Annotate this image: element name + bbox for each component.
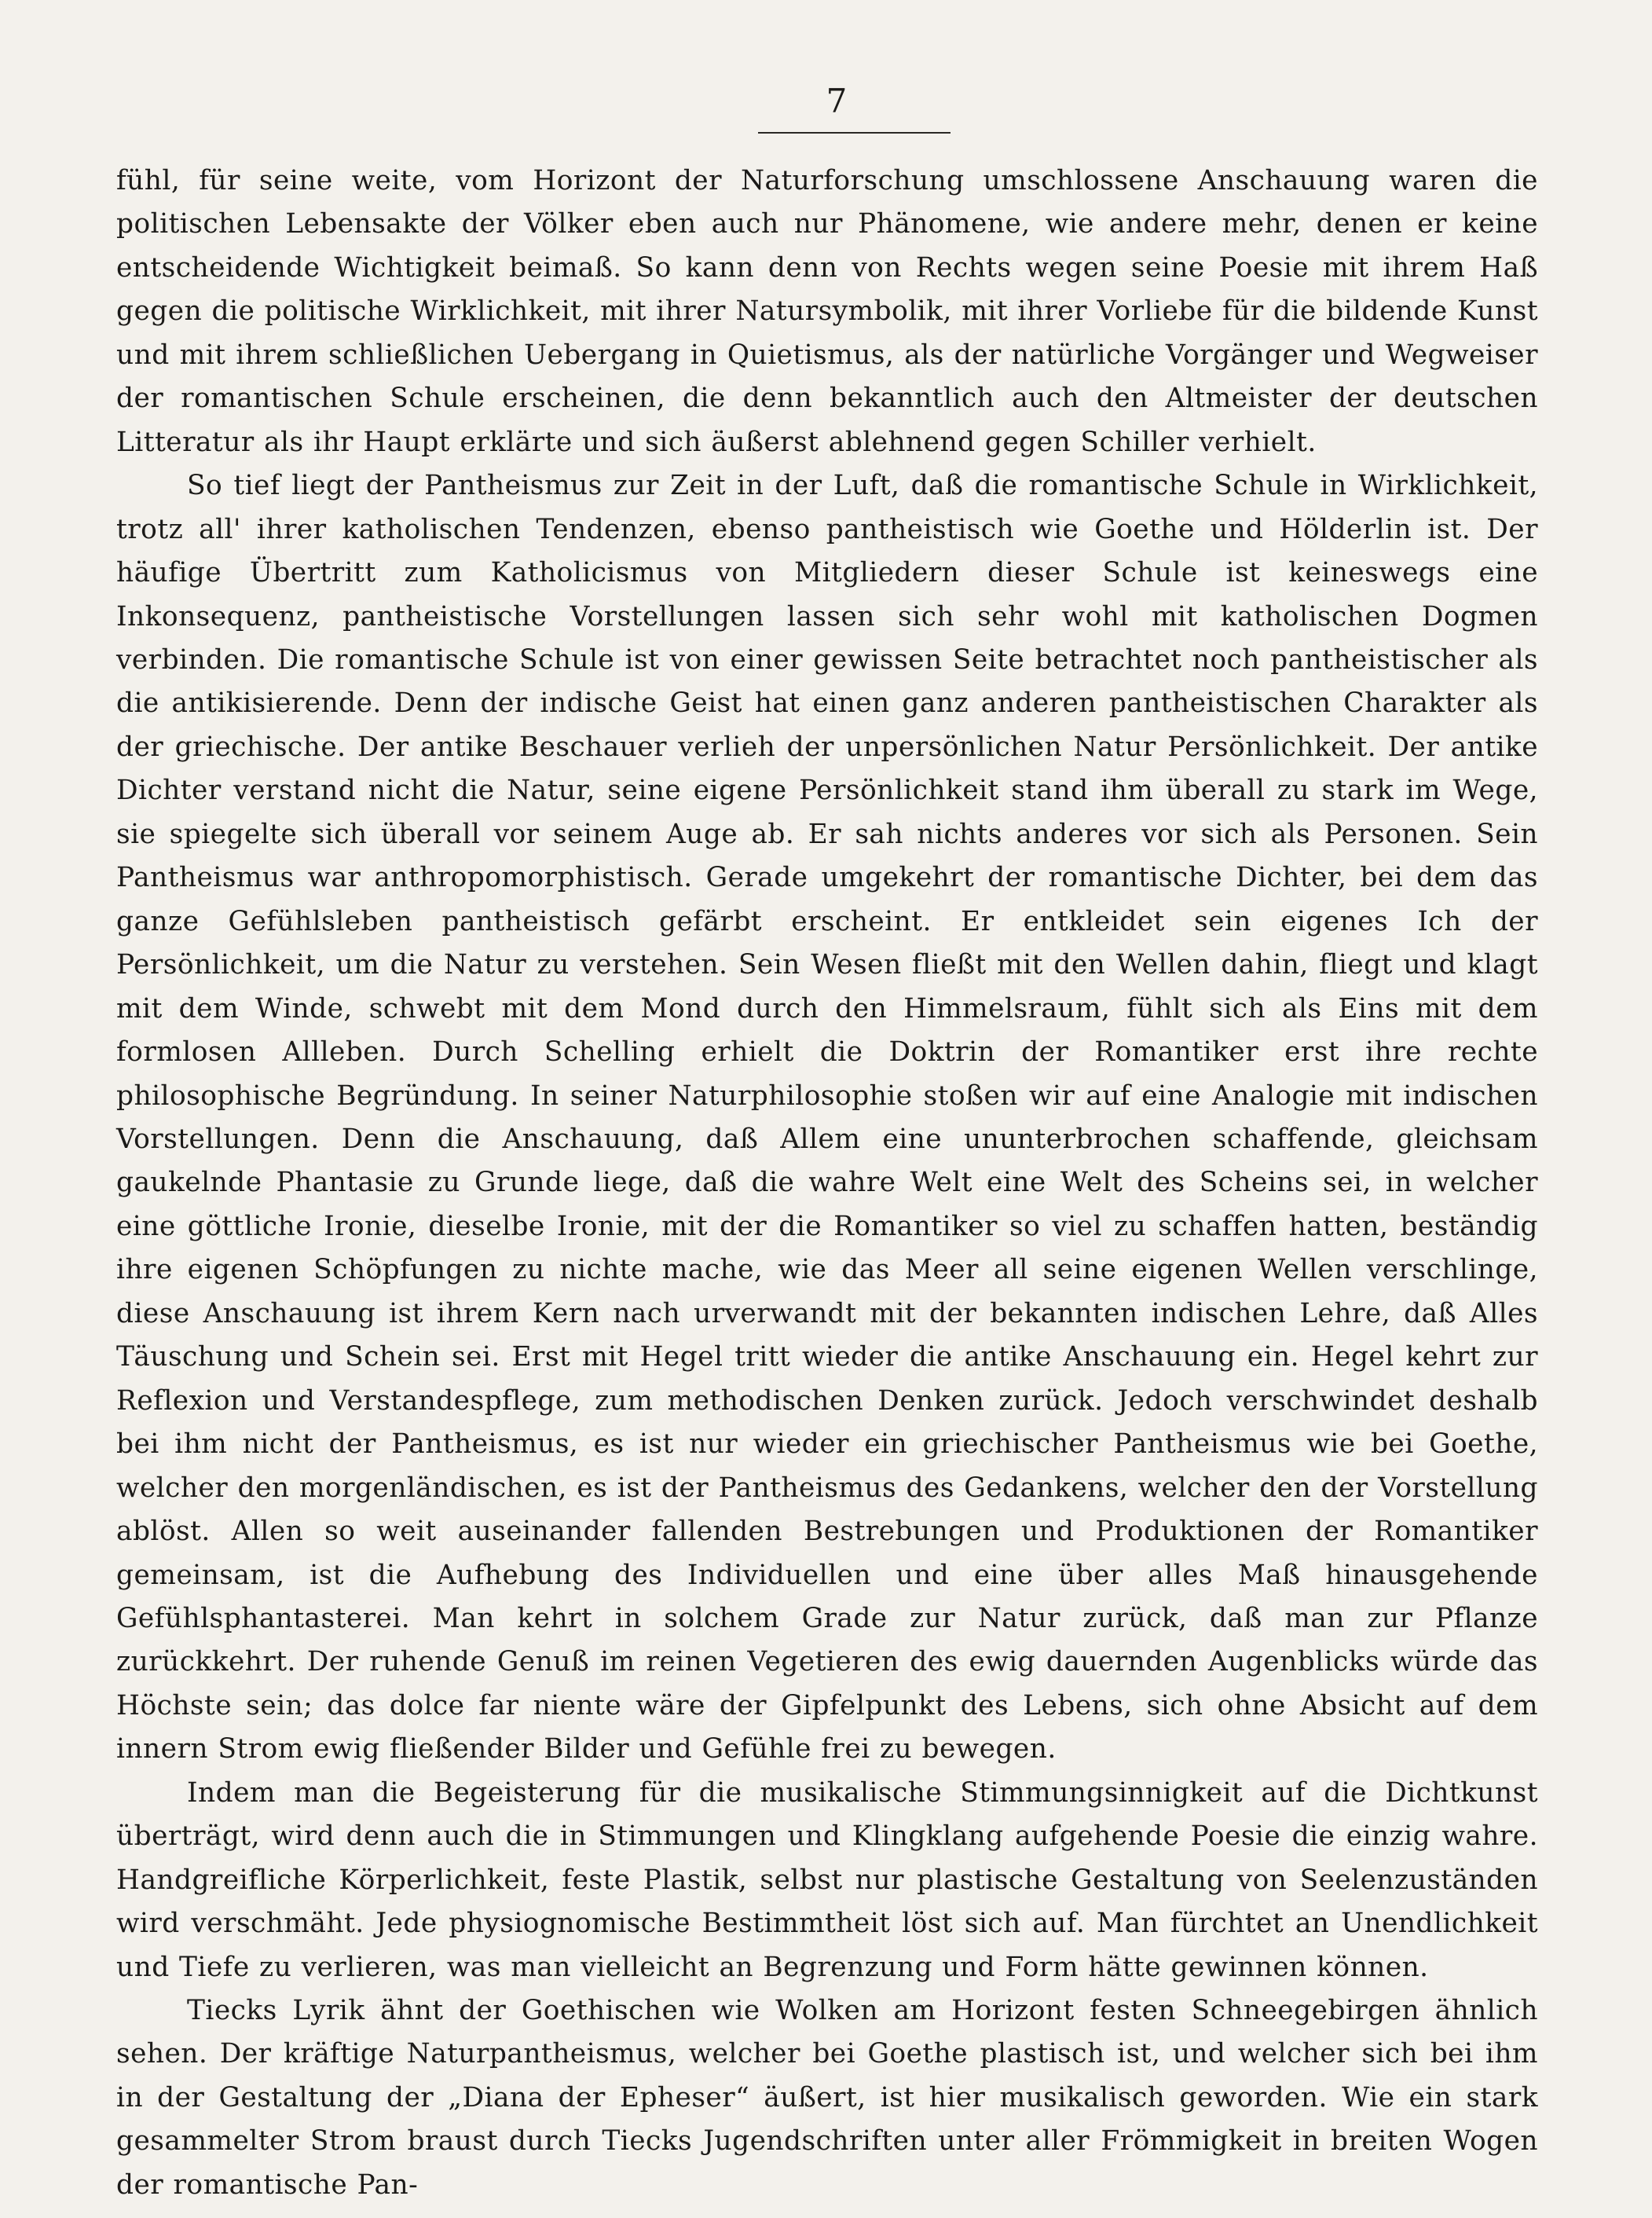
page-number: 7 — [826, 82, 848, 120]
paragraph-1: fühl, für seine weite, vom Horizont der Naturforschung umschlossene Anschauung waren die politischen Lebensakte der Völker eben auch nur Phänomene, wie andere mehr, denen er keine entscheidende Wichtigkeit beimaß. So kann denn von Rechts wegen seine Poesie mit ihrem Haß gegen die politische Wirklichkeit, mit ihrer Natursymbolik, mit ihrer Vorliebe für die bildende Kunst und mit ihrem schließlichen Uebergang in Quietismus, als der natürliche Vorgänger und Wegweiser der romantischen Schule erscheinen, die denn bekanntlich auch den Altmeister der deutschen Litteratur als ihr Haupt erklärte und sich äußerst ablehnend gegen Schiller verhielt. — [116, 165, 1538, 458]
paragraph-4: Tiecks Lyrik ähnt der Goethischen wie Wolken am Horizont festen Schneegebirgen ähnlich sehen. Der kräftige Naturpantheismus, welcher bei Goethe plastisch ist, und welcher sich bei ihm in der Gestaltung der „Diana der Epheser“ äußert, ist hier musikalisch geworden. Wie ein stark gesammelter Strom braust durch Tiecks Jugendschriften unter aller Frömmigkeit in breiten Wogen der romantische Pan- — [116, 1995, 1538, 2201]
body-text — [116, 159, 1538, 2207]
paragraph-2: So tief liegt der Pantheismus zur Zeit in der Luft, daß die romantische Schule in Wirklichkeit, trotz all' ihrer katholischen Tendenzen, ebenso pantheistisch wie Goethe und Hölderlin ist. Der häufige Übertritt zum Katholicismus von Mitgliedern dieser Schule ist keineswegs eine Inkonsequenz, pantheistische Vorstellungen lassen sich sehr wohl mit katholischen Dogmen verbinden. Die romantische Schule ist von einer gewissen Seite betrachtet noch pantheistischer als die antikisierende. Denn der indische Geist hat einen ganz anderen pantheistischen Charakter als der griechische. Der antike Beschauer verlieh der unpersönlichen Natur Persönlichkeit. Der antike Dichter verstand nicht die Natur, seine eigene Persönlichkeit stand ihm überall zu stark im Wege, sie spiegelte sich überall vor seinem Auge ab. Er sah nichts anderes vor sich als Personen. Sein Pantheismus war anthropomorphistisch. Gerade umgekehrt der romantische Dichter, bei dem das ganze Gefühlsleben pantheistisch gefärbt erscheint. Er entkleidet sein eigenes Ich der Persönlichkeit, um die Natur zu verstehen. Sein Wesen fließt mit den Wellen dahin, fliegt und klagt mit dem Winde, schwebt mit dem Mond durch den Himmelsraum, fühlt sich als Eins mit dem formlosen Allleben. Durch Schelling erhielt die Doktrin der Romantiker erst ihre rechte philosophische Begründung. In seiner Naturphilosophie stoßen wir auf eine Analogie mit indischen Vorstellungen. Denn die Anschauung, daß Allem eine ununterbrochen schaffende, gleichsam gaukelnde Phantasie zu Grunde liege, daß die wahre Welt eine Welt des Scheins sei, in welcher eine göttliche Ironie, dieselbe Ironie, mit der die Romantiker so viel zu schaffen hatten, beständig ihre eigenen Schöpfungen zu nichte mache, wie das Meer all seine eigenen Wellen verschlinge, diese Anschauung ist ihrem Kern nach urverwandt mit der bekannten indischen Lehre, daß Alles Täuschung und Schein sei. Erst mit Hegel tritt wieder die antike Anschauung ein. Hegel kehrt zur Reflexion und Verstandespflege, zum methodischen Denken zurück. Jedoch verschwindet deshalb bei ihm nicht der Pantheismus, es ist nur wieder ein griechischer Pantheismus wie bei Goethe, welcher den morgenländischen, es ist der Pantheismus des Gedankens, welcher den der Vorstellung ablöst. Allen so weit auseinander fallenden Bestrebungen und Produktionen der Romantiker gemeinsam, ist die Aufhebung des Individuellen und eine über alles Maß hinausgehende Gefühlsphantasterei. Man kehrt in solchem Grade zur Natur zurück, daß man zur Pflanze zurückkehrt. Der ruhende Genuß im reinen Vegetieren des ewig dauernden Augenblicks würde das Höchste sein; das dolce far niente wäre der Gipfelpunkt des Lebens, sich ohne Absicht auf dem innern Strom ewig fließender Bilder und Gefühle frei zu bewegen. — [116, 470, 1538, 1765]
page-number-rule — [758, 132, 951, 134]
paragraph-3: Indem man die Begeisterung für die musikalische Stimmungsinnigkeit auf die Dichtkunst überträgt, wird denn auch die in Stimmungen und Klingklang aufgehende Poesie die einzig wahre. Handgreifliche Körperlichkeit, feste Plastik, selbst nur plastische Gestaltung von Seelenzuständen wird verschmäht. Jede physiognomische Bestimmtheit löst sich auf. Man fürchtet an Unendlichkeit und Tiefe zu verlieren, was man vielleicht an Begrenzung und Form hätte gewinnen können. — [116, 1776, 1538, 1983]
